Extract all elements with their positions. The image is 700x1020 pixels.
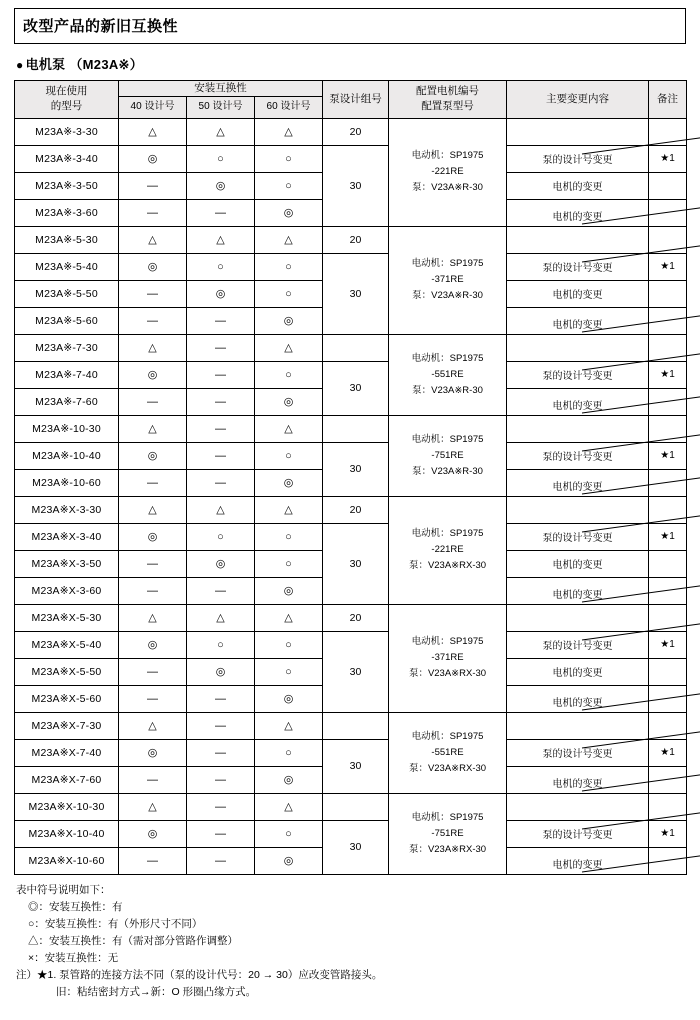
cell-compat-60: △: [255, 496, 323, 523]
cell-remark: ★1: [649, 739, 687, 766]
table-row: [15, 361, 687, 388]
cell-compat-50: ◎: [187, 550, 255, 577]
section-heading-label: 电机泵 （M23A※）: [25, 57, 144, 72]
cell-remark: ★1: [649, 145, 687, 172]
cell-compat-50: —: [187, 766, 255, 793]
cell-compat-50: —: [187, 820, 255, 847]
cell-motor-config: [389, 118, 507, 226]
cell-motor-config: [389, 496, 507, 604]
motor-config-line: 泵：V23A※RX-30: [408, 560, 487, 572]
cell-model: M23A※-3-30: [15, 118, 119, 145]
legend-intro: 表中符号说明如下：: [16, 883, 111, 896]
change-text: 电机的变更: [552, 698, 603, 710]
motor-config-line: -221RE: [431, 166, 464, 178]
cell-compat-60: △: [255, 226, 323, 253]
cell-pump-design-group: 20: [323, 604, 389, 631]
cell-main-change: [507, 307, 649, 334]
table-row: [15, 145, 687, 172]
motor-config-line: 电动机：SP1975: [411, 352, 484, 364]
cell-compat-40: —: [119, 766, 187, 793]
header-pump-design-group: 泵设计组号: [323, 81, 389, 119]
table-row: [15, 631, 687, 658]
cell-compat-50: —: [187, 334, 255, 361]
table-row: [15, 415, 687, 442]
motor-config-line: -371RE: [431, 652, 464, 664]
legend-item-1: ○：安装互换性：有（外形尺寸不同）: [28, 917, 203, 930]
motor-config-line: 电动机：SP1975: [411, 258, 484, 269]
cell-remark: ★1: [649, 820, 687, 847]
cell-main-change: [507, 496, 649, 523]
cell-compat-50: —: [187, 712, 255, 739]
cell-compat-40: △: [119, 226, 187, 253]
motor-config-line: -221RE: [431, 544, 464, 556]
cell-pump-design-group: [323, 334, 389, 361]
cell-compat-40: —: [119, 307, 187, 334]
cell-model: M23A※-5-40: [15, 253, 119, 280]
table-row: [15, 523, 687, 550]
header-design-50: 50 设计号: [187, 97, 255, 119]
table-body: [15, 118, 687, 874]
change-text: 电机的变更: [552, 320, 603, 332]
motor-config-line: 电动机：SP1975: [411, 528, 484, 539]
cell-main-change: [507, 469, 649, 496]
cell-model: M23A※X-3-50: [15, 550, 119, 577]
cell-compat-40: —: [119, 550, 187, 577]
cell-main-change: 泵的设计号变更: [507, 253, 649, 280]
header-motor-config: [389, 81, 507, 119]
cell-compat-50: ◎: [187, 172, 255, 199]
cell-compat-50: △: [187, 604, 255, 631]
cell-compat-60: ○: [255, 739, 323, 766]
motor-config-line: -551RE: [431, 746, 464, 758]
cell-compat-40: △: [119, 334, 187, 361]
motor-config-line: 泵：V23A※R-30: [412, 384, 483, 396]
table-row: [15, 226, 687, 253]
header-main-changes: 主要变更内容: [507, 81, 649, 119]
cell-compat-60: △: [255, 334, 323, 361]
cell-compat-60: △: [255, 712, 323, 739]
cell-remark: ★1: [649, 442, 687, 469]
cell-compat-50: ◎: [187, 658, 255, 685]
compatibility-table: [14, 80, 687, 875]
cell-main-change: 泵的设计号变更: [507, 739, 649, 766]
table-row: [15, 712, 687, 739]
cell-main-change: 泵的设计号变更: [507, 523, 649, 550]
cell-compat-40: ◎: [119, 361, 187, 388]
cell-compat-40: ◎: [119, 442, 187, 469]
page-title: 改型产品的新旧互换性: [14, 8, 686, 44]
cell-model: M23A※X-10-60: [15, 847, 119, 874]
cell-compat-50: —: [187, 685, 255, 712]
header-design-40: 40 设计号: [119, 97, 187, 119]
table-header: [15, 81, 687, 119]
cell-main-change: 泵的设计号变更: [507, 145, 649, 172]
header-current-model: [15, 81, 119, 119]
cell-compat-50: —: [187, 793, 255, 820]
cell-pump-design-group: 20: [323, 496, 389, 523]
cell-compat-50: —: [187, 739, 255, 766]
motor-config-line: 泵：V23A※R-30: [412, 182, 483, 194]
cell-compat-40: △: [119, 118, 187, 145]
cell-model: M23A※-10-40: [15, 442, 119, 469]
cell-compat-40: ◎: [119, 145, 187, 172]
change-text: 电机的变更: [552, 482, 603, 494]
cell-pump-design-group: 30: [323, 523, 389, 604]
cell-model: M23A※X-5-40: [15, 631, 119, 658]
cell-main-change: [507, 118, 649, 145]
cell-main-change: 泵的设计号变更: [507, 442, 649, 469]
cell-compat-60: ○: [255, 145, 323, 172]
cell-compat-50: —: [187, 199, 255, 226]
cell-pump-design-group: [323, 793, 389, 820]
cell-model: M23A※X-5-60: [15, 685, 119, 712]
cell-compat-50: —: [187, 469, 255, 496]
cell-pump-design-group: [323, 415, 389, 442]
cell-compat-60: △: [255, 118, 323, 145]
cell-model: M23A※X-7-30: [15, 712, 119, 739]
cell-compat-50: △: [187, 226, 255, 253]
cell-main-change: 泵的设计号变更: [507, 361, 649, 388]
cell-model: M23A※-7-60: [15, 388, 119, 415]
cell-compat-40: —: [119, 280, 187, 307]
cell-compat-60: ○: [255, 361, 323, 388]
table-row: [15, 118, 687, 145]
cell-compat-40: —: [119, 469, 187, 496]
cell-main-change: [507, 388, 649, 415]
table-row: [15, 442, 687, 469]
cell-main-change: [507, 712, 649, 739]
cell-remark: ★1: [649, 631, 687, 658]
cell-compat-50: —: [187, 442, 255, 469]
cell-pump-design-group: 30: [323, 361, 389, 415]
motor-config-line: -551RE: [431, 368, 464, 380]
cell-compat-60: △: [255, 793, 323, 820]
cell-compat-40: —: [119, 685, 187, 712]
cell-compat-40: △: [119, 604, 187, 631]
cell-main-change: [507, 766, 649, 793]
cell-remark: ★1: [649, 253, 687, 280]
motor-config-line: 泵：V23A※RX-30: [408, 762, 487, 774]
legend-item-2: △：安装互换性：有（需对部分管路作调整）: [28, 934, 238, 947]
cell-main-change: 电机的变更: [507, 172, 649, 199]
cell-compat-40: —: [119, 577, 187, 604]
cell-compat-60: ○: [255, 442, 323, 469]
cell-compat-60: ○: [255, 658, 323, 685]
header-install-compat: 安装互换性: [119, 81, 323, 97]
motor-config-line: 泵：V23A※RX-30: [408, 668, 487, 680]
cell-model: M23A※X-7-60: [15, 766, 119, 793]
header-remarks: 备注: [649, 81, 687, 119]
cell-compat-50: —: [187, 388, 255, 415]
cell-compat-50: —: [187, 361, 255, 388]
bullet-icon: ●: [16, 58, 24, 72]
cell-motor-config: [389, 712, 507, 793]
cell-compat-60: △: [255, 604, 323, 631]
header-motor-config-line2: 配置泵型号: [421, 100, 474, 113]
cell-compat-60: △: [255, 415, 323, 442]
cell-remark: [649, 658, 687, 685]
cell-model: M23A※X-3-40: [15, 523, 119, 550]
motor-config-line: -751RE: [431, 449, 464, 461]
change-text: 电机的变更: [552, 860, 603, 872]
cell-compat-40: —: [119, 847, 187, 874]
cell-compat-40: △: [119, 496, 187, 523]
cell-model: M23A※-5-50: [15, 280, 119, 307]
cell-remark: [649, 172, 687, 199]
motor-config-line: -371RE: [431, 274, 464, 286]
cell-model: M23A※X-10-30: [15, 793, 119, 820]
cell-motor-config: [389, 793, 507, 874]
cell-model: M23A※X-3-60: [15, 577, 119, 604]
cell-pump-design-group: 20: [323, 118, 389, 145]
cell-main-change: 电机的变更: [507, 280, 649, 307]
cell-pump-design-group: 30: [323, 253, 389, 334]
cell-remark: [649, 280, 687, 307]
cell-compat-40: ◎: [119, 523, 187, 550]
cell-model: M23A※-5-30: [15, 226, 119, 253]
cell-main-change: 泵的设计号变更: [507, 631, 649, 658]
motor-config-line: 电动机：SP1975: [411, 730, 484, 742]
cell-main-change: [507, 685, 649, 712]
cell-compat-60: ◎: [255, 199, 323, 226]
table-row: [15, 604, 687, 631]
cell-compat-50: —: [187, 847, 255, 874]
cell-remark: ★1: [649, 361, 687, 388]
cell-compat-50: —: [187, 415, 255, 442]
cell-compat-40: △: [119, 415, 187, 442]
cell-main-change: [507, 226, 649, 253]
cell-compat-40: —: [119, 658, 187, 685]
table-row: [15, 496, 687, 523]
cell-compat-50: △: [187, 118, 255, 145]
legend-block: [14, 882, 686, 1001]
motor-config-line: -751RE: [431, 827, 464, 839]
change-text: 电机的变更: [552, 401, 603, 413]
cell-compat-50: ○: [187, 253, 255, 280]
cell-compat-60: ◎: [255, 847, 323, 874]
table-row: [15, 253, 687, 280]
legend-item-0: ◎：安装互换性：有: [28, 900, 123, 913]
cell-model: M23A※-10-60: [15, 469, 119, 496]
motor-config-line: 电动机：SP1975: [411, 811, 484, 823]
cell-compat-50: ○: [187, 523, 255, 550]
cell-compat-40: —: [119, 172, 187, 199]
cell-compat-50: △: [187, 496, 255, 523]
motor-config-line: 泵：V23A※R-30: [412, 290, 483, 302]
table-row: [15, 739, 687, 766]
cell-model: M23A※-10-30: [15, 415, 119, 442]
cell-pump-design-group: 30: [323, 631, 389, 712]
cell-compat-40: △: [119, 712, 187, 739]
cell-motor-config: [389, 415, 507, 496]
cell-compat-60: ○: [255, 523, 323, 550]
cell-compat-50: —: [187, 577, 255, 604]
cell-model: M23A※X-5-30: [15, 604, 119, 631]
cell-motor-config: [389, 226, 507, 334]
cell-model: M23A※X-3-30: [15, 496, 119, 523]
cell-pump-design-group: 30: [323, 145, 389, 226]
cell-compat-50: —: [187, 307, 255, 334]
table-row: [15, 334, 687, 361]
cell-model: M23A※-5-60: [15, 307, 119, 334]
motor-config-line: 电动机：SP1975: [411, 150, 484, 161]
cell-compat-60: ○: [255, 280, 323, 307]
cell-compat-60: ○: [255, 172, 323, 199]
header-current-model-line2: 的型号: [50, 100, 83, 113]
motor-config-line: 泵：V23A※R-30: [412, 465, 483, 477]
cell-compat-40: ◎: [119, 253, 187, 280]
cell-compat-60: ◎: [255, 388, 323, 415]
table-row: [15, 793, 687, 820]
cell-main-change: [507, 199, 649, 226]
cell-compat-40: ◎: [119, 739, 187, 766]
change-text: 电机的变更: [552, 590, 603, 602]
cell-compat-60: ◎: [255, 577, 323, 604]
cell-compat-60: ○: [255, 253, 323, 280]
cell-main-change: [507, 415, 649, 442]
cell-main-change: 电机的变更: [507, 550, 649, 577]
cell-compat-40: ◎: [119, 820, 187, 847]
cell-compat-40: —: [119, 199, 187, 226]
cell-main-change: [507, 604, 649, 631]
cell-compat-40: —: [119, 388, 187, 415]
cell-model: M23A※X-5-50: [15, 658, 119, 685]
cell-compat-60: ◎: [255, 307, 323, 334]
table-row: [15, 820, 687, 847]
legend-item-3: ×：安装互换性：无: [28, 951, 119, 964]
legend-note-0: 注）★1. 泵管路的连接方法不同（泵的设计代号：20 → 30）应改变管路接头。: [16, 968, 383, 981]
cell-motor-config: [389, 334, 507, 415]
header-motor-config-line1: 配置电机编号: [416, 85, 480, 98]
cell-main-change: [507, 334, 649, 361]
cell-model: M23A※X-7-40: [15, 739, 119, 766]
cell-compat-40: ◎: [119, 631, 187, 658]
cell-compat-60: ◎: [255, 685, 323, 712]
cell-compat-60: ○: [255, 631, 323, 658]
legend-note-1: 旧：粘结密封方式→新：O 形圈凸缘方式。: [56, 985, 257, 998]
cell-motor-config: [389, 604, 507, 712]
cell-model: M23A※X-10-40: [15, 820, 119, 847]
cell-compat-60: ◎: [255, 766, 323, 793]
cell-model: M23A※-7-30: [15, 334, 119, 361]
motor-config-line: 电动机：SP1975: [411, 433, 484, 445]
cell-model: M23A※-7-40: [15, 361, 119, 388]
cell-compat-60: ○: [255, 550, 323, 577]
cell-main-change: [507, 793, 649, 820]
cell-compat-60: ○: [255, 820, 323, 847]
cell-compat-60: ◎: [255, 469, 323, 496]
cell-main-change: 泵的设计号变更: [507, 820, 649, 847]
cell-pump-design-group: 30: [323, 739, 389, 793]
cell-main-change: 电机的变更: [507, 658, 649, 685]
change-text: 电机的变更: [552, 212, 603, 224]
cell-compat-40: △: [119, 793, 187, 820]
cell-compat-50: ◎: [187, 280, 255, 307]
cell-main-change: [507, 847, 649, 874]
section-heading: [16, 54, 686, 73]
change-text: 电机的变更: [552, 779, 603, 791]
header-design-60: 60 设计号: [255, 97, 323, 119]
cell-remark: ★1: [649, 523, 687, 550]
cell-remark: [649, 550, 687, 577]
cell-pump-design-group: [323, 712, 389, 739]
cell-pump-design-group: 30: [323, 820, 389, 874]
cell-main-change: [507, 577, 649, 604]
cell-model: M23A※-3-60: [15, 199, 119, 226]
cell-compat-50: ○: [187, 631, 255, 658]
cell-pump-design-group: 30: [323, 442, 389, 496]
cell-compat-50: ○: [187, 145, 255, 172]
header-current-model-line1: 现在使用: [45, 85, 88, 98]
cell-pump-design-group: 20: [323, 226, 389, 253]
motor-config-line: 泵：V23A※RX-30: [408, 843, 487, 855]
motor-config-line: 电动机：SP1975: [411, 636, 484, 647]
cell-model: M23A※-3-40: [15, 145, 119, 172]
cell-model: M23A※-3-50: [15, 172, 119, 199]
